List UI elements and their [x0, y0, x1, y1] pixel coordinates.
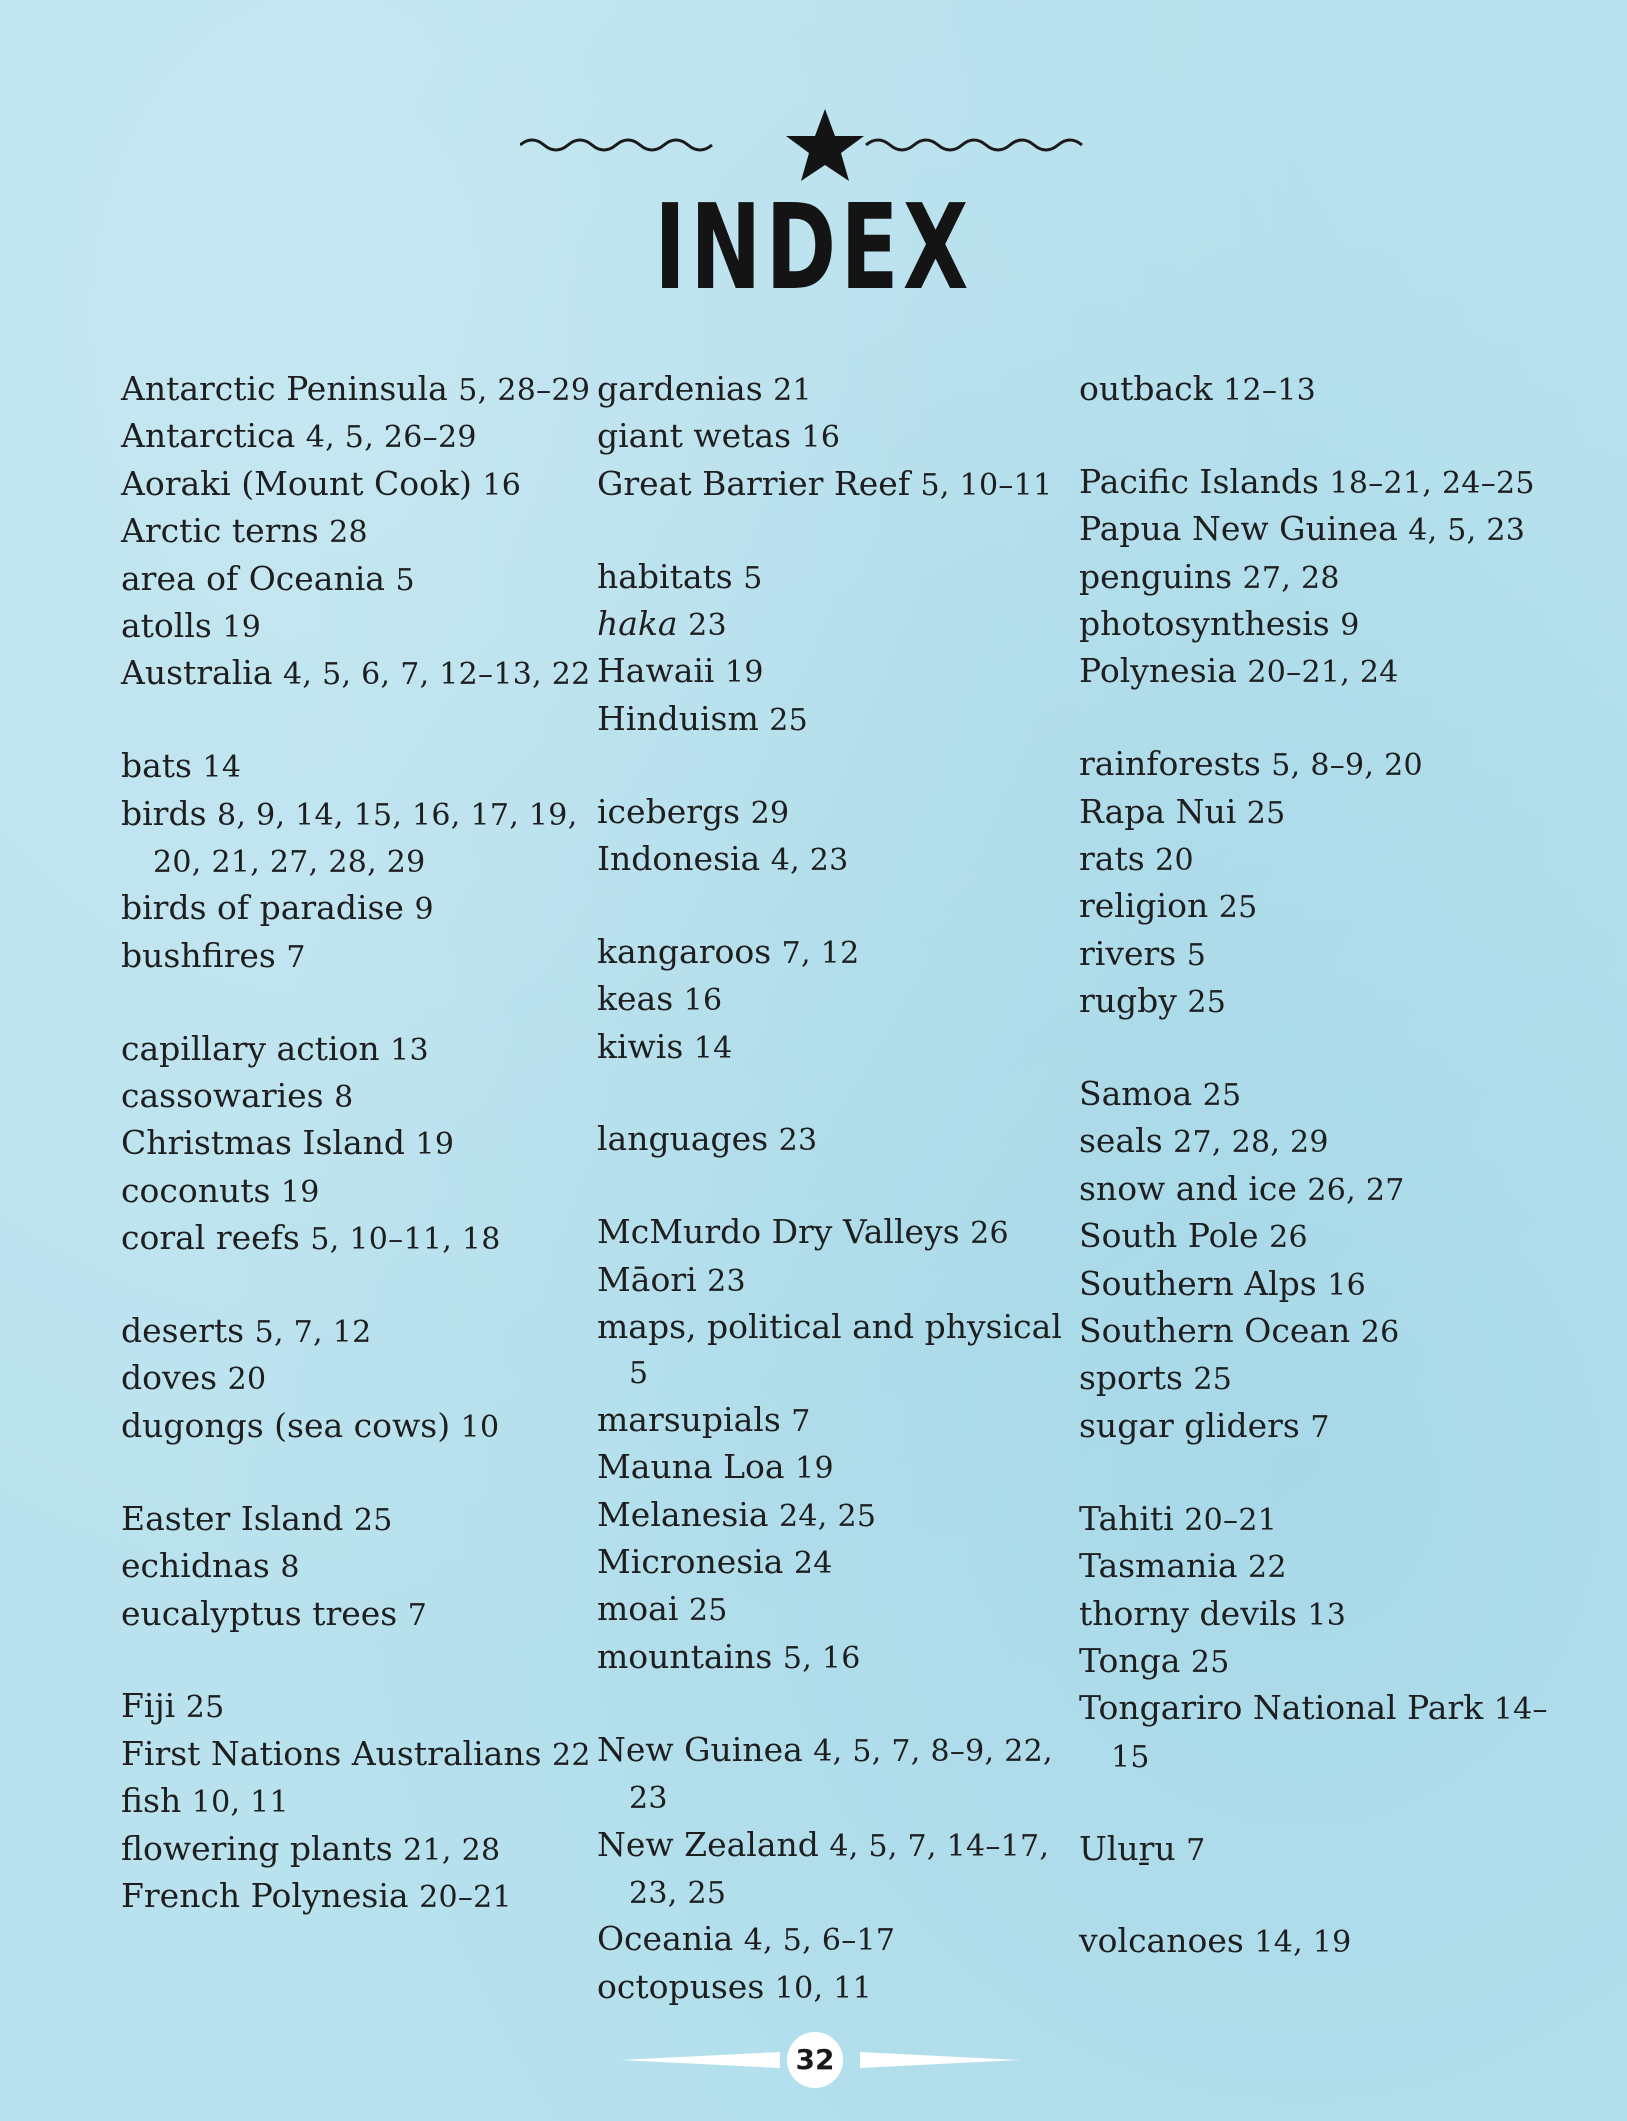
index-entry	[1079, 1685, 1549, 1780]
index-entry	[121, 1543, 591, 1590]
index-entry	[121, 1215, 591, 1262]
index-pages: 4, 5, 7, 14–17, 23, 25	[629, 1828, 1050, 1911]
entry-gap	[1079, 1450, 1549, 1495]
index-term: kiwis	[597, 1026, 684, 1066]
index-pages: 24	[793, 1546, 833, 1582]
index-term: volcanoes	[1079, 1921, 1244, 1961]
index-term: eucalyptus trees	[121, 1593, 398, 1633]
index-term: Easter Island	[121, 1498, 344, 1538]
index-pages: 4, 23	[770, 843, 849, 879]
index-pages: 5, 7, 12	[254, 1315, 372, 1351]
index-pages: 5	[1186, 937, 1207, 973]
entry-gap	[1079, 1026, 1549, 1071]
index-term: Fiji	[121, 1686, 176, 1726]
index-entry	[121, 1403, 591, 1450]
index-pages: 19	[795, 1451, 834, 1487]
index-entry	[597, 461, 1067, 508]
index-entry	[597, 1727, 1067, 1822]
index-entry	[597, 1492, 1067, 1539]
index-entry	[121, 1683, 591, 1730]
index-pages: 28	[329, 515, 368, 551]
index-pages: 26	[970, 1216, 1009, 1252]
index-pages: 5, 10–11, 18	[310, 1222, 501, 1258]
index-term: Samoa	[1079, 1074, 1193, 1114]
index-pages: 25	[1187, 985, 1227, 1021]
index-term: outback	[1079, 369, 1213, 408]
index-term: Aoraki (Mount Cook)	[121, 463, 472, 503]
index-pages: 26, 27	[1307, 1172, 1405, 1208]
index-pages: 10, 11	[191, 1785, 289, 1821]
index-term: habitats	[597, 556, 733, 596]
entry-gap	[1079, 696, 1549, 741]
index-term: Christmas Island	[121, 1123, 405, 1163]
index-term: gardenias	[597, 369, 763, 408]
index-entry	[597, 1634, 1067, 1681]
index-pages: 7	[791, 1403, 811, 1439]
index-entry	[121, 1826, 591, 1873]
index-pages: 25	[688, 1593, 728, 1629]
index-pages: 20–21	[1184, 1502, 1278, 1538]
index-term: Hawaii	[597, 651, 715, 691]
index-pages: 5	[395, 562, 415, 598]
index-pages: 24, 25	[779, 1498, 877, 1534]
index-pages: 22	[1248, 1550, 1287, 1586]
index-pages: 19	[222, 610, 262, 646]
index-pages: 16	[1327, 1267, 1367, 1303]
index-pages: 7, 12	[781, 935, 860, 971]
index-pages: 20–21, 24	[1247, 655, 1399, 691]
index-entry	[1079, 1213, 1549, 1260]
index-pages: 23	[707, 1263, 746, 1299]
index-term: moai	[597, 1589, 679, 1629]
entry-gap	[597, 508, 1067, 553]
index-pages: 4, 5, 7, 8–9, 22, 23	[629, 1733, 1053, 1817]
index-pages: 25	[1202, 1078, 1242, 1114]
index-term: New Guinea	[597, 1729, 803, 1769]
index-term: languages	[597, 1119, 769, 1159]
index-entry	[1079, 1118, 1549, 1165]
index-pages: 22	[552, 1737, 591, 1773]
index-pages: 16	[482, 467, 522, 503]
index-term: photosynthesis	[1079, 604, 1330, 644]
entry-gap	[1079, 1873, 1549, 1918]
index-entry	[121, 366, 591, 413]
index-entry	[121, 1731, 591, 1778]
index-entry	[1079, 978, 1549, 1025]
index-term: dugongs (sea cows)	[121, 1405, 451, 1445]
index-term: rivers	[1079, 933, 1177, 973]
index-entry	[1079, 1591, 1549, 1638]
index-entry	[597, 413, 1067, 460]
index-entry	[121, 1073, 591, 1120]
index-entry	[121, 1168, 591, 1215]
index-pages: 4, 5, 6, 7, 12–13, 22	[283, 657, 591, 693]
index-entry	[597, 1304, 1067, 1397]
index-term: Rapa Nui	[1079, 791, 1237, 831]
index-pages: 20	[1155, 843, 1194, 879]
index-term: First Nations Australians	[121, 1733, 542, 1773]
index-pages: 10, 11	[774, 1970, 872, 2006]
index-entry	[121, 1873, 591, 1920]
index-pages: 9	[414, 892, 434, 928]
index-pages: 21, 28	[403, 1832, 501, 1868]
index-term: Mauna Loa	[597, 1447, 785, 1487]
index-pages: 8	[280, 1550, 300, 1586]
index-entry	[1079, 1071, 1549, 1118]
index-term: McMurdo Dry Valleys	[597, 1212, 960, 1252]
page-title: INDEX	[654, 178, 973, 316]
index-pages: 7	[1310, 1409, 1330, 1445]
index-term: fish	[121, 1781, 182, 1821]
index-entry	[1079, 883, 1549, 930]
index-pages: 4, 5, 23	[1408, 513, 1526, 549]
index-entry	[1079, 1826, 1549, 1873]
index-entry	[1079, 1355, 1549, 1402]
index-term: penguins	[1079, 556, 1233, 596]
index-term: mountains	[597, 1636, 773, 1676]
index-pages: 21	[773, 373, 812, 408]
index-pages: 16	[801, 420, 841, 456]
index-term: atolls	[121, 606, 212, 646]
index-term: New Zealand	[597, 1824, 819, 1864]
page-footer	[0, 2020, 1627, 2100]
index-entry	[121, 885, 591, 932]
entry-gap	[121, 698, 591, 743]
index-term: Oceania	[597, 1919, 734, 1959]
index-term: Australia	[121, 653, 273, 693]
index-term: rainforests	[1079, 744, 1261, 784]
index-pages: 19	[280, 1174, 320, 1210]
index-pages: 5, 10–11	[920, 467, 1053, 503]
index-pages: 4, 5, 26–29	[305, 420, 477, 456]
index-term: sugar gliders	[1079, 1405, 1300, 1445]
index-term: marsupials	[597, 1399, 781, 1439]
index-term: bats	[121, 746, 192, 786]
index-entry	[597, 1024, 1067, 1071]
index-pages: 14	[693, 1030, 733, 1066]
index-term: Uluṟu	[1079, 1828, 1176, 1868]
index-pages: 27, 28	[1242, 560, 1340, 596]
index-pages: 14	[202, 750, 242, 786]
index-entry	[121, 508, 591, 555]
index-pages: 8, 9, 14, 15, 16, 17, 19, 20, 21, 27, 28, 29	[153, 797, 578, 881]
index-entry	[597, 976, 1067, 1023]
index-entry	[1079, 648, 1549, 695]
index-term: octopuses	[597, 1966, 765, 2006]
index-term: Papua New Guinea	[1079, 509, 1398, 549]
index-term: Antarctica	[121, 416, 296, 456]
index-entry	[597, 366, 1067, 413]
index-pages: 10	[460, 1409, 500, 1445]
index-pages: 25	[1246, 795, 1286, 831]
index-entry	[1079, 741, 1549, 788]
entry-gap	[121, 1450, 591, 1495]
index-entry	[121, 650, 591, 697]
index-pages: 25	[1218, 890, 1258, 926]
index-term: birds	[121, 793, 207, 833]
index-pages: 18–21, 24–25	[1329, 465, 1535, 501]
index-entry	[1079, 1496, 1549, 1543]
entry-gap	[597, 743, 1067, 788]
index-column-1	[121, 366, 591, 1920]
entry-gap	[121, 980, 591, 1025]
index-entry	[1079, 931, 1549, 978]
index-pages: 8	[334, 1080, 354, 1116]
index-term: Tasmania	[1079, 1546, 1238, 1586]
index-entry	[1079, 459, 1549, 506]
index-entry	[1079, 789, 1549, 836]
entry-gap	[121, 1638, 591, 1683]
index-pages: 29	[750, 795, 790, 831]
index-pages: 25	[185, 1690, 225, 1726]
index-term: Tongariro National Park	[1079, 1688, 1484, 1728]
index-pages: 9	[1340, 608, 1360, 644]
entry-gap	[597, 1164, 1067, 1209]
index-term: religion	[1079, 886, 1209, 926]
entry-gap	[597, 883, 1067, 928]
index-pages: 7	[286, 939, 306, 975]
index-entry	[1079, 1638, 1549, 1685]
index-pages: 13	[1307, 1597, 1347, 1633]
index-entry	[121, 556, 591, 603]
index-entry	[597, 1822, 1067, 1917]
index-pages: 7	[407, 1597, 428, 1633]
entry-gap	[597, 1071, 1067, 1116]
index-term: kangaroos	[597, 931, 772, 971]
index-entry	[121, 461, 591, 508]
index-term: doves	[121, 1358, 218, 1398]
index-entry	[1079, 506, 1549, 553]
index-term: maps, political and physical	[597, 1307, 1062, 1347]
index-pages: 23	[778, 1123, 818, 1159]
index-entry	[1079, 1308, 1549, 1355]
index-pages: 13	[390, 1032, 429, 1068]
index-pages: 25	[769, 702, 809, 738]
index-term: bushfires	[121, 935, 276, 975]
index-term: rats	[1079, 839, 1145, 879]
index-term: haka	[597, 604, 678, 644]
index-entry	[597, 601, 1067, 648]
index-entry	[597, 1964, 1067, 2011]
index-pages: 5	[629, 1356, 649, 1392]
index-entry	[121, 1355, 591, 1402]
index-entry	[597, 836, 1067, 883]
index-pages: 5, 16	[782, 1640, 861, 1676]
index-entry	[121, 791, 591, 886]
index-pages: 23	[688, 608, 727, 644]
index-entry	[597, 1257, 1067, 1304]
index-term: flowering plants	[121, 1828, 393, 1868]
index-entry	[121, 1778, 591, 1825]
entry-gap	[597, 1681, 1067, 1726]
index-pages: 25	[353, 1502, 393, 1538]
index-term: cassowaries	[121, 1076, 324, 1116]
index-term: snow and ice	[1079, 1168, 1297, 1208]
index-term: Melanesia	[597, 1494, 769, 1534]
index-pages: 16	[683, 983, 723, 1019]
index-term: Tahiti	[1079, 1498, 1174, 1538]
index-entry	[597, 1539, 1067, 1586]
index-pages: 19	[415, 1127, 455, 1163]
index-term: thorny devils	[1079, 1593, 1297, 1633]
index-entry	[1079, 1918, 1549, 1965]
page-number: 32	[787, 2032, 843, 2088]
index-term: echidnas	[121, 1546, 270, 1586]
index-pages: 27, 28, 29	[1173, 1125, 1329, 1161]
index-term: Micronesia	[597, 1542, 784, 1582]
index-term: seals	[1079, 1121, 1163, 1161]
index-term: sports	[1079, 1358, 1183, 1398]
index-term: Antarctic Peninsula	[121, 369, 448, 408]
index-term: giant wetas	[597, 416, 792, 456]
index-pages: 19	[724, 655, 764, 691]
star-icon	[520, 105, 1130, 185]
index-entry	[597, 1586, 1067, 1633]
index-pages: 5	[743, 560, 763, 596]
index-entry	[597, 1116, 1067, 1163]
index-pages: 4, 5, 6–17	[743, 1923, 896, 1959]
index-entry	[121, 933, 591, 980]
index-entry	[121, 413, 591, 460]
index-entry	[1079, 836, 1549, 883]
index-entry	[1079, 1261, 1549, 1308]
index-entry	[597, 1209, 1067, 1256]
index-pages: 20–21	[419, 1879, 512, 1915]
index-entry	[1079, 366, 1549, 413]
index-entry	[597, 789, 1067, 836]
index-column-3	[1079, 366, 1549, 1966]
index-term: Arctic terns	[121, 511, 319, 551]
index-term: Southern Alps	[1079, 1263, 1317, 1303]
entry-gap	[121, 1263, 591, 1308]
index-term: coral reefs	[121, 1218, 300, 1258]
index-entry	[121, 603, 591, 650]
index-term: coconuts	[121, 1170, 271, 1210]
index-term: deserts	[121, 1311, 245, 1351]
entry-gap	[1079, 1780, 1549, 1825]
index-entry	[121, 1120, 591, 1167]
entry-gap	[1079, 413, 1549, 458]
index-term: Hinduism	[597, 698, 759, 738]
index-pages: 25	[1193, 1362, 1233, 1398]
index-term: South Pole	[1079, 1216, 1259, 1256]
index-entry	[597, 1397, 1067, 1444]
index-entry	[1079, 1543, 1549, 1590]
index-entry	[597, 929, 1067, 976]
index-term: Southern Ocean	[1079, 1311, 1351, 1351]
index-term: area of Oceania	[121, 558, 385, 598]
index-entry	[597, 1916, 1067, 1963]
index-entry	[1079, 1166, 1549, 1213]
index-term: birds of paradise	[121, 888, 404, 928]
index-entry	[121, 1496, 591, 1543]
index-pages: 5, 8–9, 20	[1271, 748, 1423, 784]
index-term: French Polynesia	[121, 1875, 409, 1915]
index-term: Great Barrier Reef	[597, 463, 911, 503]
index-term: Indonesia	[597, 839, 761, 879]
index-term: Pacific Islands	[1079, 461, 1319, 501]
index-term: Māori	[597, 1259, 697, 1299]
index-entry	[597, 1444, 1067, 1491]
index-entry	[597, 648, 1067, 695]
index-pages: 26	[1269, 1220, 1308, 1256]
index-entry	[121, 1308, 591, 1355]
index-term: Polynesia	[1079, 651, 1237, 691]
index-pages: 12–13	[1223, 373, 1317, 408]
index-pages: 25	[1190, 1644, 1230, 1680]
index-entry	[1079, 1403, 1549, 1450]
page-header	[0, 0, 1627, 340]
index-column-2	[597, 366, 1067, 2011]
index-pages: 14–15	[1111, 1692, 1548, 1775]
index-term: Tonga	[1079, 1640, 1181, 1680]
index-pages: 20	[227, 1362, 267, 1398]
index-term: rugby	[1079, 981, 1177, 1021]
index-pages: 14, 19	[1254, 1925, 1352, 1961]
index-entry	[121, 1591, 591, 1638]
index-entry	[121, 1026, 591, 1073]
index-pages: 26	[1360, 1315, 1400, 1351]
index-term: capillary action	[121, 1028, 380, 1068]
index-term: icebergs	[597, 791, 741, 831]
index-entry	[1079, 554, 1549, 601]
index-entry	[121, 743, 591, 790]
index-term: keas	[597, 979, 674, 1019]
index-pages: 5, 28–29	[458, 373, 591, 408]
index-entry	[597, 696, 1067, 743]
index-entry	[1079, 601, 1549, 648]
index-pages: 7	[1186, 1832, 1206, 1868]
index-entry	[597, 554, 1067, 601]
